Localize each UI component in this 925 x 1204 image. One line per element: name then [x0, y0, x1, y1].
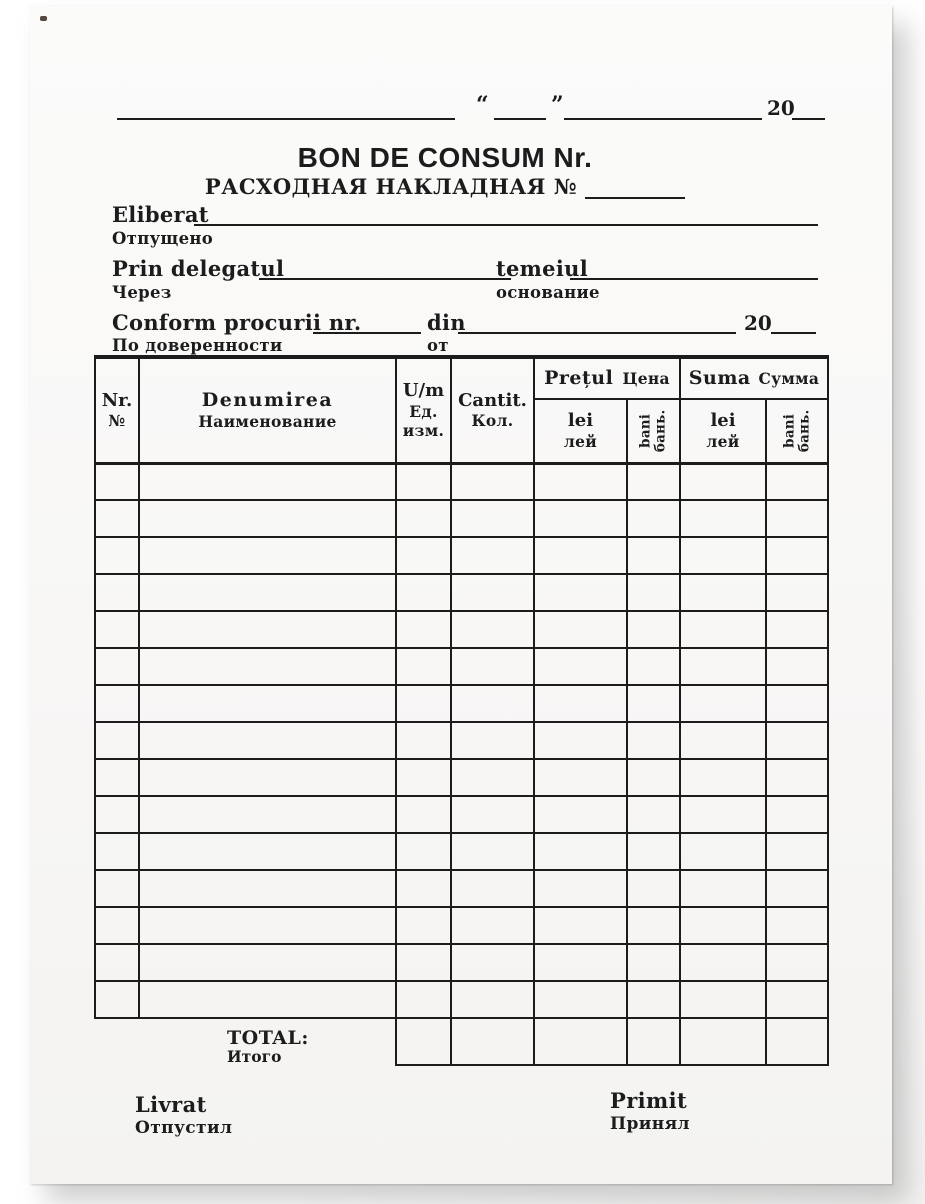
table-cell — [534, 648, 627, 685]
col-header-suma-bani-ru: бань. — [796, 409, 813, 452]
date-blank-line — [117, 98, 455, 120]
table-cell — [95, 944, 139, 981]
primit-label-ru: Принял — [610, 1114, 690, 1134]
table-row — [95, 722, 828, 759]
table-cell — [680, 648, 766, 685]
table-cell — [95, 981, 139, 1018]
col-header-denumirea-ro: Denumirea — [201, 388, 334, 411]
conform-procurii-label-ru: По доверенности — [112, 336, 283, 355]
table-cell — [627, 574, 680, 611]
table-cell — [451, 463, 534, 500]
table-cell — [451, 574, 534, 611]
table-cell — [95, 463, 139, 500]
table-cell — [627, 907, 680, 944]
table-cell — [680, 833, 766, 870]
table-cell — [451, 907, 534, 944]
table-cell — [451, 981, 534, 1018]
col-header-suma-bani — [766, 399, 828, 463]
table-cell — [627, 722, 680, 759]
eliberat-blank-line — [194, 204, 818, 226]
table-cell — [680, 981, 766, 1018]
table-cell — [139, 500, 396, 537]
table-cell — [396, 796, 451, 833]
table-cell — [534, 759, 627, 796]
total-cantit-cell — [451, 1018, 534, 1065]
table-cell — [95, 870, 139, 907]
form-subtitle-row — [85, 174, 805, 199]
table-cell — [680, 537, 766, 574]
table-cell — [139, 574, 396, 611]
col-header-nr-ru: № — [108, 411, 126, 431]
col-header-cantit-ro: Cantit. — [458, 389, 527, 411]
table-cell — [139, 907, 396, 944]
table-cell — [95, 500, 139, 537]
col-header-pretul-bani-ru: бань. — [652, 409, 669, 452]
table-cell — [534, 722, 627, 759]
table-cell — [534, 833, 627, 870]
col-header-um — [396, 357, 451, 463]
total-row — [95, 1018, 828, 1065]
date-quote-open: “ — [476, 92, 489, 118]
table-cell — [396, 759, 451, 796]
temeiul-label-ru: основание — [496, 283, 600, 302]
table-cell — [95, 833, 139, 870]
table-cell — [766, 463, 828, 500]
table-cell — [627, 500, 680, 537]
col-group-pretul-ru: Цена — [622, 368, 670, 388]
table-cell — [680, 611, 766, 648]
col-header-nr — [95, 357, 139, 463]
table-cell — [534, 500, 627, 537]
table-cell — [451, 500, 534, 537]
table-cell — [766, 981, 828, 1018]
table-cell — [451, 537, 534, 574]
table-cell — [396, 944, 451, 981]
col-header-pretul-bani-rotated — [639, 409, 669, 452]
table-cell — [451, 611, 534, 648]
table-cell — [451, 648, 534, 685]
date-year-prefix: 20 — [767, 96, 795, 120]
total-pretul-lei-cell — [534, 1018, 627, 1065]
procurii-nr-blank-line — [313, 312, 421, 334]
col-header-suma-bani-ro: bani — [781, 413, 798, 448]
table-cell — [680, 759, 766, 796]
form-subtitle: РАСХОДНАЯ НАКЛАДНАЯ № — [204, 174, 578, 199]
table-cell — [396, 463, 451, 500]
din-label: din — [427, 310, 466, 335]
col-header-denumirea-ru: Наименование — [198, 412, 337, 432]
date-quote-close: ” — [551, 92, 564, 118]
table-cell — [534, 463, 627, 500]
total-row-open-cell — [95, 1018, 139, 1065]
table-cell — [396, 907, 451, 944]
total-suma-lei-cell — [680, 1018, 766, 1065]
table-row — [95, 537, 828, 574]
total-label-ro: TOTAL: — [227, 1027, 309, 1049]
table-cell — [139, 611, 396, 648]
livrat-label-ru: Отпустил — [135, 1118, 233, 1138]
table-cell — [680, 722, 766, 759]
table-cell — [95, 611, 139, 648]
table-cell — [534, 685, 627, 722]
table-cell — [95, 722, 139, 759]
col-header-cantit-ru: Кол. — [471, 411, 514, 431]
table-cell — [95, 759, 139, 796]
table-row — [95, 648, 828, 685]
table-cell — [766, 833, 828, 870]
table-cell — [766, 759, 828, 796]
table-cell — [95, 648, 139, 685]
col-group-pretul-ro: Prețul — [544, 366, 614, 389]
table-cell — [766, 796, 828, 833]
total-um-cell — [396, 1018, 451, 1065]
col-header-pretul-bani — [627, 399, 680, 463]
primit-label: Primit — [610, 1088, 688, 1113]
col-header-suma-lei-ru: лей — [706, 431, 740, 451]
col-header-pretul-lei-ro: lei — [567, 410, 594, 432]
table-cell — [534, 574, 627, 611]
table-cell — [139, 537, 396, 574]
col-header-cantit — [451, 357, 534, 463]
form-title: BON DE CONSUM Nr. — [297, 142, 593, 173]
table-cell — [451, 944, 534, 981]
table-cell — [534, 981, 627, 1018]
table-cell — [627, 796, 680, 833]
table-cell — [139, 833, 396, 870]
table-cell — [627, 833, 680, 870]
table-cell — [139, 722, 396, 759]
prin-delegatul-label-ru: Через — [112, 283, 172, 302]
col-group-suma-ro: Suma — [688, 366, 751, 389]
table-cell — [396, 722, 451, 759]
table-cell — [627, 981, 680, 1018]
temeiul-blank-line — [570, 258, 818, 280]
total-label-cell — [139, 1018, 396, 1065]
col-header-nr-ro: Nr. — [101, 389, 133, 411]
paper-speck — [40, 16, 47, 21]
col-group-pretul — [534, 357, 680, 399]
date-day-line — [494, 98, 546, 120]
table-cell — [627, 759, 680, 796]
col-header-suma-bani-rotated — [782, 409, 812, 452]
table-cell — [766, 574, 828, 611]
table-cell — [627, 648, 680, 685]
table-cell — [627, 870, 680, 907]
table-row — [95, 611, 828, 648]
table-cell — [139, 685, 396, 722]
din-label-ru: от — [427, 336, 449, 355]
table-cell — [534, 944, 627, 981]
total-pretul-bani-cell — [627, 1018, 680, 1065]
table-row — [95, 833, 828, 870]
table-cell — [680, 907, 766, 944]
table-row — [95, 870, 828, 907]
table-cell — [680, 463, 766, 500]
eliberat-label-ru: Отпущено — [112, 229, 214, 248]
table-row — [95, 944, 828, 981]
temeiul-label: temeiul — [496, 256, 588, 281]
table-row — [95, 759, 828, 796]
table-cell — [766, 944, 828, 981]
table-cell — [396, 500, 451, 537]
livrat-label: Livrat — [135, 1092, 207, 1117]
table-cell — [766, 870, 828, 907]
table-cell — [396, 981, 451, 1018]
col-header-denumirea — [139, 357, 396, 463]
col-header-um-ru1: Ед. — [409, 401, 438, 421]
table-cell — [139, 870, 396, 907]
table-cell — [627, 611, 680, 648]
table-cell — [95, 537, 139, 574]
table-cell — [451, 833, 534, 870]
table-cell — [534, 870, 627, 907]
col-header-suma-lei-ro: lei — [710, 410, 736, 432]
prin-delegatul-blank-line — [259, 258, 511, 280]
table-row — [95, 796, 828, 833]
col-header-pretul-lei-ru: лей — [563, 431, 598, 451]
table-cell — [95, 685, 139, 722]
table-row — [95, 685, 828, 722]
col-header-um-ro: U/m — [402, 380, 445, 402]
table-cell — [396, 833, 451, 870]
total-suma-bani-cell — [766, 1018, 828, 1065]
table-cell — [451, 722, 534, 759]
table-cell — [451, 685, 534, 722]
form-sheet — [30, 6, 892, 1184]
table-cell — [766, 648, 828, 685]
table-cell — [396, 648, 451, 685]
col-group-suma — [680, 357, 828, 399]
table-cell — [139, 944, 396, 981]
table-cell — [766, 722, 828, 759]
form-number-line — [585, 179, 685, 199]
table-body — [95, 463, 828, 1018]
table-cell — [627, 537, 680, 574]
table-cell — [139, 796, 396, 833]
din-blank-line — [458, 312, 736, 334]
table-cell — [766, 685, 828, 722]
table-cell — [396, 574, 451, 611]
table-cell — [451, 759, 534, 796]
date-month-line — [564, 98, 762, 120]
table-cell — [139, 463, 396, 500]
conform-year-prefix: 20 — [744, 311, 772, 335]
table-cell — [534, 796, 627, 833]
table-header-row — [95, 357, 828, 399]
conform-procurii-label: Conform procurii nr. — [112, 310, 362, 335]
table-cell — [627, 944, 680, 981]
table-cell — [766, 611, 828, 648]
table-cell — [534, 907, 627, 944]
table-cell — [139, 648, 396, 685]
table-row — [95, 463, 828, 500]
table-cell — [396, 537, 451, 574]
table-cell — [451, 796, 534, 833]
table-row — [95, 981, 828, 1018]
date-year-line — [792, 98, 825, 120]
table-cell — [95, 574, 139, 611]
prin-delegatul-label: Prin delegatul — [112, 256, 285, 281]
table-cell — [766, 500, 828, 537]
table-cell — [396, 870, 451, 907]
table-cell — [766, 537, 828, 574]
total-label-ru: Итого — [227, 1047, 282, 1066]
table-row — [95, 907, 828, 944]
table-cell — [396, 611, 451, 648]
col-header-pretul-lei — [534, 399, 627, 463]
table-cell — [534, 611, 627, 648]
table-cell — [627, 463, 680, 500]
table-cell — [534, 537, 627, 574]
table-cell — [95, 907, 139, 944]
table-cell — [680, 685, 766, 722]
table-cell — [95, 796, 139, 833]
eliberat-label: Eliberat — [112, 202, 209, 227]
table-cell — [139, 759, 396, 796]
col-header-um-ru2: изм. — [402, 421, 445, 441]
col-group-suma-ru: Сумма — [758, 368, 820, 388]
table-cell — [680, 500, 766, 537]
table-cell — [766, 907, 828, 944]
table-row — [95, 574, 828, 611]
conform-year-line — [771, 312, 816, 334]
items-table — [94, 355, 829, 1066]
table-cell — [139, 981, 396, 1018]
col-header-pretul-bani-ro: bani — [637, 413, 654, 448]
table-cell — [680, 944, 766, 981]
table-cell — [451, 870, 534, 907]
table-cell — [627, 685, 680, 722]
col-header-suma-lei — [680, 399, 766, 463]
table-cell — [396, 685, 451, 722]
table-cell — [680, 796, 766, 833]
table-row — [95, 500, 828, 537]
table-cell — [680, 574, 766, 611]
table-cell — [680, 870, 766, 907]
